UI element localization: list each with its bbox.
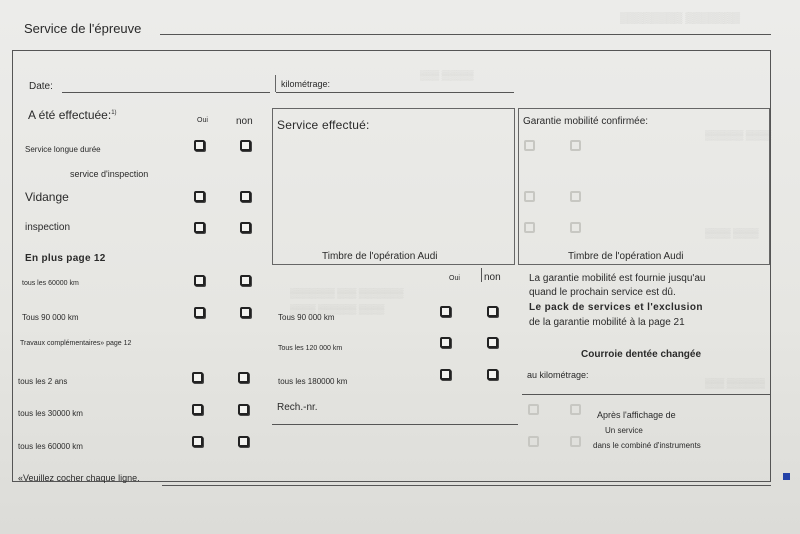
service-inspection-label: service d'inspection bbox=[70, 169, 149, 179]
tous-120000-oui-checkbox[interactable] bbox=[440, 337, 451, 348]
bleed-through: ▒▒▒▒▒▒ ▒▒▒▒ bbox=[705, 130, 772, 140]
title-underline bbox=[160, 34, 771, 35]
km-field[interactable] bbox=[276, 92, 514, 93]
tous-2-ans-oui-checkbox[interactable] bbox=[192, 372, 203, 383]
a-ete-effectuee-label: A été effectuée:$^{1)}$ bbox=[28, 108, 117, 122]
faint-checkbox bbox=[528, 404, 539, 415]
vidange-non-checkbox[interactable] bbox=[240, 191, 251, 202]
au-km-label: au kilométrage: bbox=[527, 370, 589, 380]
mid-oui-header: Oui bbox=[449, 275, 460, 282]
date-label: Date: bbox=[29, 81, 53, 92]
au-km-field[interactable] bbox=[522, 394, 771, 395]
faint-checkbox bbox=[570, 140, 581, 151]
tous-90000-a-oui-checkbox[interactable] bbox=[194, 307, 205, 318]
tous-120000-non-checkbox[interactable] bbox=[487, 337, 498, 348]
inspection-non-checkbox[interactable] bbox=[240, 222, 251, 233]
faint-checkbox bbox=[524, 191, 535, 202]
en-plus-label: En plus page 12 bbox=[25, 253, 106, 264]
rech-nr-label: Rech.-nr. bbox=[277, 402, 318, 413]
faint-checkbox bbox=[570, 222, 581, 233]
bleed-through: ▒▒▒▒ ▒▒▒▒▒▒ ▒▒▒▒ bbox=[290, 304, 385, 314]
garantie-box bbox=[518, 108, 770, 265]
tous-2-ans-non-checkbox[interactable] bbox=[238, 372, 249, 383]
km-label: kilométrage: bbox=[281, 79, 331, 89]
tous-60000-b-oui-checkbox[interactable] bbox=[192, 436, 203, 447]
rech-nr-field[interactable] bbox=[272, 424, 518, 425]
tous-90000-b-label: Tous 90 000 km bbox=[278, 313, 335, 322]
apres-line2: Un service bbox=[605, 426, 643, 435]
courroie-label: Courroie dentée changée bbox=[581, 349, 702, 360]
bleed-through: ▒▒▒ ▒▒▒▒▒▒ bbox=[705, 378, 765, 388]
faint-checkbox bbox=[524, 140, 535, 151]
tous-90000-a-label: Tous 90 000 km bbox=[22, 313, 79, 322]
tous-60000-a-non-checkbox[interactable] bbox=[240, 275, 251, 286]
oui-header: Oui bbox=[197, 117, 208, 124]
tous-30000-oui-checkbox[interactable] bbox=[192, 404, 203, 415]
non-header: non bbox=[236, 116, 253, 127]
divider bbox=[481, 268, 482, 282]
service-longue-duree-non-checkbox[interactable] bbox=[240, 140, 251, 151]
service-longue-duree-label: Service longue durée bbox=[25, 145, 101, 154]
service-effectue-label: Service effectué: bbox=[277, 118, 370, 132]
vidange-label: Vidange bbox=[25, 190, 69, 204]
garantie-text-line2: quand le prochain service est dû. bbox=[529, 287, 676, 298]
form-title: Service de l'épreuve bbox=[24, 21, 142, 36]
vidange-oui-checkbox[interactable] bbox=[194, 191, 205, 202]
date-field[interactable] bbox=[62, 92, 270, 93]
pack-text-line1: Le pack de services et l'exclusion bbox=[529, 302, 703, 313]
faint-checkbox bbox=[570, 404, 581, 415]
tous-2-ans-label: tous les 2 ans bbox=[18, 377, 68, 386]
bleed-through: ▒▒▒ ▒▒▒▒▒ bbox=[420, 70, 474, 80]
tous-180000-label: tous les 180000 km bbox=[278, 377, 348, 386]
faint-checkbox bbox=[570, 436, 581, 447]
tous-60000-a-label: tous les 60000 km bbox=[22, 280, 79, 287]
faint-checkbox bbox=[528, 436, 539, 447]
apres-line3: dans le combiné d'instruments bbox=[593, 441, 701, 450]
tous-180000-non-checkbox[interactable] bbox=[487, 369, 498, 380]
faint-checkbox bbox=[570, 191, 581, 202]
timbre-right-label: Timbre de l'opération Audi bbox=[568, 251, 684, 262]
tous-180000-oui-checkbox[interactable] bbox=[440, 369, 451, 380]
tous-60000-b-non-checkbox[interactable] bbox=[238, 436, 249, 447]
apres-line1: Après l'affichage de bbox=[597, 410, 676, 420]
mid-non-header: non bbox=[484, 272, 501, 283]
tous-90000-b-oui-checkbox[interactable] bbox=[440, 306, 451, 317]
garantie-confirmee-label: Garantie mobilité confirmée: bbox=[523, 116, 649, 127]
tous-30000-non-checkbox[interactable] bbox=[238, 404, 249, 415]
footnote-mark: 1) bbox=[111, 110, 117, 116]
pack-text-line2: de la garantie mobilité à la page 21 bbox=[529, 317, 685, 328]
tous-60000-a-oui-checkbox[interactable] bbox=[194, 275, 205, 286]
bottom-line bbox=[162, 485, 771, 486]
garantie-text-line1: La garantie mobilité est fournie jusqu'au bbox=[529, 273, 706, 284]
veuillez-cocher-note: «Veuillez cocher chaque ligne. bbox=[18, 473, 140, 483]
tous-60000-b-label: tous les 60000 km bbox=[18, 442, 83, 451]
service-longue-duree-oui-checkbox[interactable] bbox=[194, 140, 205, 151]
inspection-oui-checkbox[interactable] bbox=[194, 222, 205, 233]
travaux-label: Travaux complémentaires» page 12 bbox=[20, 340, 132, 347]
divider bbox=[275, 75, 276, 92]
tous-90000-b-non-checkbox[interactable] bbox=[487, 306, 498, 317]
bleed-through: ▒▒▒▒ ▒▒▒▒ bbox=[705, 228, 759, 238]
inspection-label: inspection bbox=[25, 222, 71, 233]
bleed-through: ▒▒▒▒▒▒▒ ▒▒▒ ▒▒▒▒▒▒▒ bbox=[290, 288, 404, 298]
tous-30000-label: tous les 30000 km bbox=[18, 409, 83, 418]
tous-90000-a-non-checkbox[interactable] bbox=[240, 307, 251, 318]
tous-120000-label: Tous les 120 000 km bbox=[278, 345, 343, 352]
bleed-through: ▒▒▒▒▒▒▒▒ ▒▒▒▒▒▒▒ bbox=[620, 12, 740, 24]
timbre-middle-label: Timbre de l'opération Audi bbox=[322, 251, 438, 262]
blue-marker bbox=[783, 473, 790, 480]
faint-checkbox bbox=[524, 222, 535, 233]
